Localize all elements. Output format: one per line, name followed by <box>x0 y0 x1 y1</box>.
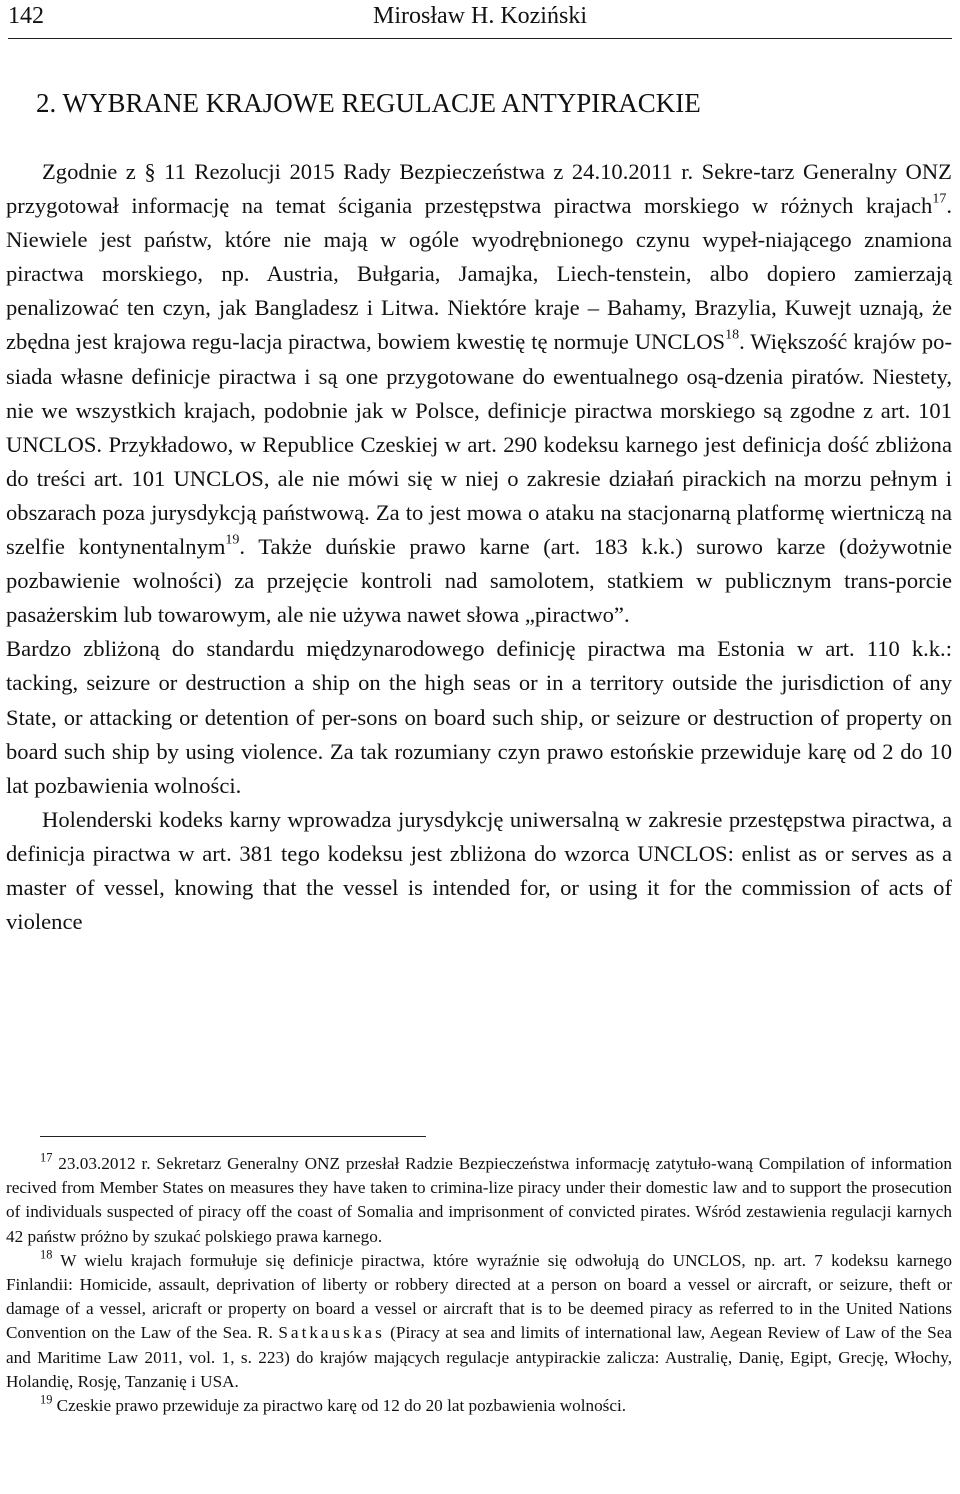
footnote-author: Satkauskas <box>278 1323 385 1343</box>
footnote-ref-17[interactable]: 17 <box>932 191 947 207</box>
footnote-separator <box>40 1136 426 1137</box>
footnote-text: Czeskie prawo przewiduje za piractwo karę od 12 do 20 lat pozbawienia wolności. <box>56 1396 627 1416</box>
section-title: 2. WYBRANE KRAJOWE REGULACJE ANTYPIRACKIE <box>36 88 701 118</box>
paragraph-2: Bardzo zbliżoną do standardu międzynarodowego definicję piractwa ma Estonia w art. 110 k.k.: tacking, seizure or destruction a ship on the high seas or in a territory outside the jurisdiction of any State, or attacking or detention of per-sons on board such ship, or seizure or destruction of property on board such ship by using violence. Za tak rozumiany czyn prawo estońskie przewiduje karę od 2 do 10 lat pozbawienia wolności. <box>6 636 952 798</box>
paragraph-3: Holenderski kodeks karny wprowadza jurysdykcję uniwersalną w zakresie przestępstwa piractwa, a definicja piractwa w art. 381 tego kodeksu jest zbliżona do wzorca UNCLOS: enlist as or serves as a master of vessel, knowing that the vessel is intended for, or using it for the commission of acts of violence <box>6 806 952 935</box>
footnote-text: W wielu krajach formułuje się definicje piractwa, które wyraźnie się odwołują do UNCLOS, np. art. 7 kodeksu karnego Finlandii: Homicide, assault, deprivation of liberty or robbery directed at a person on board a vessel or aircraft, or seizure, theft or damage of a vessel, aricraft or property on board a vessel or aircraft that is to be deemed piracy as referred to in the United Nations Convention on the Law of the Sea. R. <box>6 1250 952 1343</box>
footnote-ref-18[interactable]: 18 <box>725 327 740 343</box>
running-head: Mirosław H. Koziński <box>373 3 587 29</box>
body-text <box>6 155 952 939</box>
page-header <box>8 0 952 39</box>
paragraph-1-part-a: Zgodnie z § 11 Rezolucji 2015 Rady Bezpieczeństwa z 24.10.2011 r. Sekre-tarz Generalny ONZ przygotował informację na temat ścigania przestępstwa piractwa morskiego w różnych krajach <box>6 159 952 219</box>
footnote-number: 19 <box>40 1392 53 1407</box>
paragraph-1-part-c: . Większość krajów po-siada własne definicje piractwa i są one przygotowane do ewentualnego osą-dzenia piratów. Niestety, nie we wszystkich krajach, podobnie jak w Polsce, definicje piractwa morskiego są zgodne z art. 101 UNCLOS. Przykładowo, w Republice Czeskiej w art. 290 kodeksu karnego jest definicja dość zbliżona do treści art. 101 UNCLOS, ale nie mówi się w niej o zakresie działań pirackich na morzu pełnym i obszarach poza jurysdykcją państwową. Za to jest mowa o ataku na stacjonarną platformę wiertniczą na szelfie kontynentalnym <box>6 329 952 560</box>
footnote-19 <box>6 1394 952 1418</box>
footnote-17 <box>6 1152 952 1249</box>
footnote-number: 17 <box>40 1150 53 1165</box>
footnote-ref-19[interactable]: 19 <box>225 532 240 548</box>
page-number: 142 <box>8 3 44 29</box>
footnote-text: 23.03.2012 r. Sekretarz Generalny ONZ przesłał Radzie Bezpieczeństwa informację zatytuło-waną Compilation of information recived from Member States on measures they have taken to crimina-lize piracy under their domestic law and to support the prosecution of individuals suspected of piracy off the coast of Somalia and imprisonment of convicted pirates. Wśród zestawienia regulacji karnych 42 państw próżno by szukać polskiego prawa karnego. <box>6 1154 952 1246</box>
footnote-number: 18 <box>40 1247 53 1262</box>
paragraph-1-part-d: . Także duńskie prawo karne (art. 183 k.k.) surowo karze (dożywotnie pozbawienie wolności) za przejęcie kontroli nad samolotem, statkiem w publicznym trans-porcie pasażerskim lub towarowym, ale nie używa nawet słowa „piractwo”. <box>6 534 952 628</box>
paragraph-1-part-b: . Niewiele jest państw, które nie mają w ogóle wyodrębnionego czynu wypeł-niającego znamiona piractwa morskiego, np. Austria, Bułgaria, Jamajka, Liech-tenstein, albo dopiero zamierzają penalizować ten czyn, jak Bangladesz i Litwa. Niektóre kraje – Bahamy, Brazylia, Kuwejt uznają, że zbędna jest krajowa regu-lacja piractwa, bowiem kwestię tę normuje UNCLOS <box>6 193 952 355</box>
paragraph-1 <box>6 155 952 632</box>
footnote-text-cont: (Piracy at sea and limits of international law, Aegean Review of Law of the Sea and Maritime Law 2011, vol. 1, s. 223) do krajów mających regulacje antypirackie zalicza: Australię, Danię, Egipt, Grecję, Włochy, Holandię, Rosję, Tanzanię i USA. <box>6 1323 952 1391</box>
footnote-18 <box>6 1249 952 1394</box>
footnotes <box>6 1152 952 1418</box>
